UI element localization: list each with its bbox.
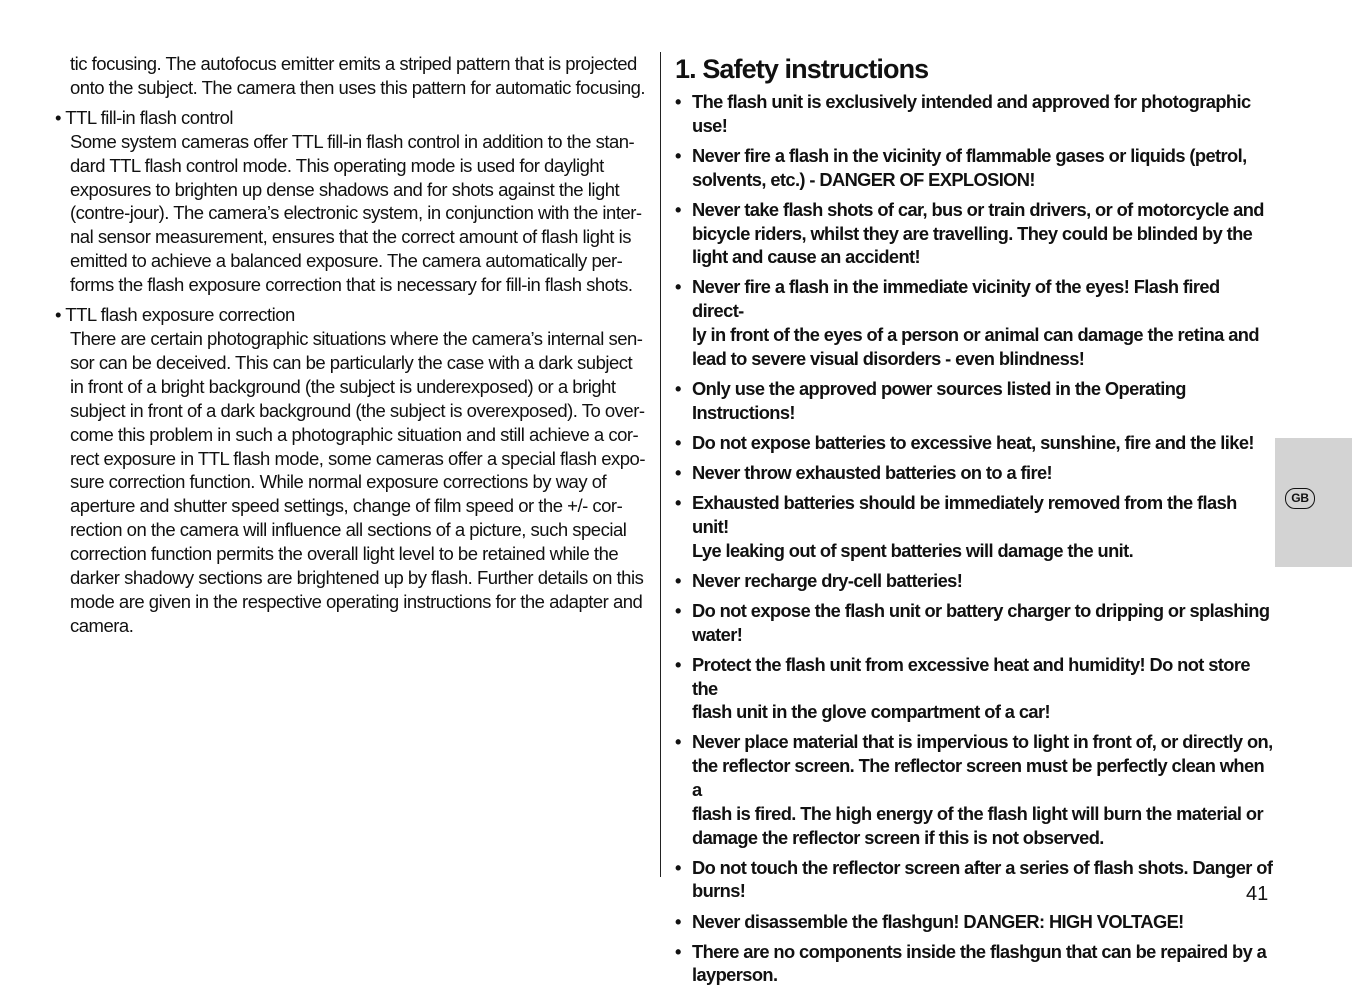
section-heading: • TTL fill-in flash control (55, 106, 234, 128)
safety-item-line: • Only use the approved power sources listed in the Operating (692, 377, 1186, 399)
right-column (675, 52, 1275, 994)
left-column (55, 52, 651, 638)
text-line: exposures to brighten up dense shadows and for shots against the light (70, 178, 620, 200)
safety-item-line: • Never fire a flash in the immediate vicinity of the eyes! Flash fired direct- (692, 276, 1220, 322)
section-heading: • TTL flash exposure correction (55, 304, 295, 326)
safety-item-line: the reflector screen. The reflector screen must be perfectly clean when a (692, 755, 1265, 800)
safety-item (675, 275, 1275, 370)
language-tab (1275, 438, 1352, 567)
safety-item-line: • Do not expose batteries to excessive heat, sunshine, fire and the like! (692, 431, 1254, 453)
safety-item-line: • Never disassemble the flashgun! DANGER: HIGH VOLTAGE! (692, 910, 1184, 932)
safety-item-line: light and cause an accident! (692, 246, 921, 268)
text-line: rection on the camera will influence all sections of a picture, such special (70, 519, 627, 541)
text-line: in front of a bright background (the subject is underexposed) or a bright (70, 375, 616, 397)
safety-item (675, 730, 1275, 849)
safety-item-line: lead to severe visual disorders - even blindness! (692, 347, 1085, 369)
section-body (55, 130, 651, 297)
safety-item (675, 144, 1275, 192)
text-line: aperture and shutter speed settings, change of film speed or the +/- cor- (70, 495, 623, 517)
text-line: sure correction function. While normal exposure corrections by way of (70, 471, 607, 493)
safety-item-line: • Never fire a flash in the vicinity of flammable gases or liquids (petrol, (692, 144, 1247, 166)
safety-item-line: solvents, etc.) - DANGER OF EXPLOSION! (692, 168, 1035, 190)
text-line: rect exposure in TTL flash mode, some cameras offer a special flash expo- (70, 447, 645, 469)
safety-item (675, 569, 1275, 593)
safety-item-line: damage the reflector screen if this is not observed. (692, 826, 1104, 848)
text-line: tic focusing. The autofocus emitter emits a striped pattern that is projected (70, 53, 637, 74)
section-ttl-fill-in (55, 106, 651, 297)
section-title: 1. Safety instructions (675, 54, 929, 84)
safety-item (675, 856, 1275, 904)
safety-item-line: water! (692, 623, 743, 645)
safety-item-line: • Exhausted batteries should be immediately removed from the flash unit! (692, 492, 1237, 537)
text-line: subject in front of a dark background (the subject is overexposed). To over- (70, 399, 645, 421)
safety-item-line: ly in front of the eyes of a person or animal can damage the retina and (692, 324, 1259, 346)
text-line: darker shadowy sections are brightened up by flash. Further details on this (70, 567, 644, 589)
safety-item (675, 910, 1275, 934)
safety-item-line: • Never throw exhausted batteries on to a fire! (692, 461, 1053, 483)
safety-item (675, 940, 1275, 988)
text-line: (contre-jour). The camera’s electronic system, in conjunction with the inter- (70, 202, 642, 224)
language-badge: GB (1285, 488, 1315, 509)
column-divider (660, 52, 661, 877)
safety-item-line: • Do not expose the flash unit or battery charger to dripping or splashing (692, 599, 1270, 621)
safety-item (675, 431, 1275, 455)
safety-item (675, 491, 1275, 562)
text-line: sor can be deceived. This can be particularly the case with a dark subject (70, 351, 633, 373)
safety-item-line: • Never take flash shots of car, bus or train drivers, or of motorcycle and (692, 198, 1264, 220)
page-number: 41 (1246, 883, 1269, 905)
safety-item-line: • The flash unit is exclusively intended and approved for photographic use! (692, 91, 1251, 136)
text-line: come this problem in such a photographic situation and still achieve a cor- (70, 423, 639, 445)
text-line: mode are given in the respective operating instructions for the adapter and (70, 590, 643, 612)
section-ttl-exposure-correction (55, 303, 651, 638)
safety-item (675, 198, 1275, 269)
safety-item (675, 90, 1275, 138)
safety-item-line: Instructions! (692, 401, 795, 423)
safety-item-line: • Never recharge dry-cell batteries! (692, 569, 963, 591)
safety-item-line: • There are no components inside the flashgun that can be repaired by a (692, 940, 1267, 962)
text-line: dard TTL flash control mode. This operating mode is used for daylight (70, 154, 604, 176)
text-line: camera. (70, 614, 134, 636)
safety-item-line: flash unit in the glove compartment of a car! (692, 701, 1050, 723)
text-line: correction function permits the overall light level to be retained while the (70, 543, 619, 565)
safety-item-line: burns! (692, 880, 746, 902)
safety-item (675, 377, 1275, 425)
safety-item (675, 653, 1275, 724)
safety-item-line: • Protect the flash unit from excessive heat and humidity! Do not store the (692, 653, 1250, 699)
section-body (55, 327, 651, 638)
safety-item-line: • Do not touch the reflector screen after a series of flash shots. Danger of (692, 856, 1273, 878)
safety-instructions-list (675, 90, 1275, 987)
text-line: nal sensor measurement, ensures that the correct amount of flash light is (70, 226, 631, 248)
safety-item (675, 461, 1275, 485)
text-line: emitted to achieve a balanced exposure. The camera automatically per- (70, 250, 623, 272)
text-line: Some system cameras offer TTL fill-in flash control in addition to the stan- (70, 130, 635, 152)
safety-item-line: Lye leaking out of spent batteries will damage the unit. (692, 539, 1134, 561)
safety-item-line: flash is fired. The high energy of the flash light will burn the material or (692, 802, 1263, 824)
safety-item-line: bicycle riders, whilst they are travelling. They could be blinded by the (692, 222, 1253, 244)
text-line: onto the subject. The camera then uses this pattern for automatic focusing. (70, 76, 646, 98)
safety-item-line: • Never place material that is impervious to light in front of, or directly on, (692, 731, 1273, 753)
safety-item-line: layperson. (692, 964, 778, 986)
text-line: There are certain photographic situations where the camera’s internal sen- (70, 327, 643, 349)
text-line: forms the flash exposure correction that is necessary for fill-in flash shots. (70, 274, 633, 296)
intro-paragraph (55, 52, 651, 100)
safety-item (675, 599, 1275, 647)
